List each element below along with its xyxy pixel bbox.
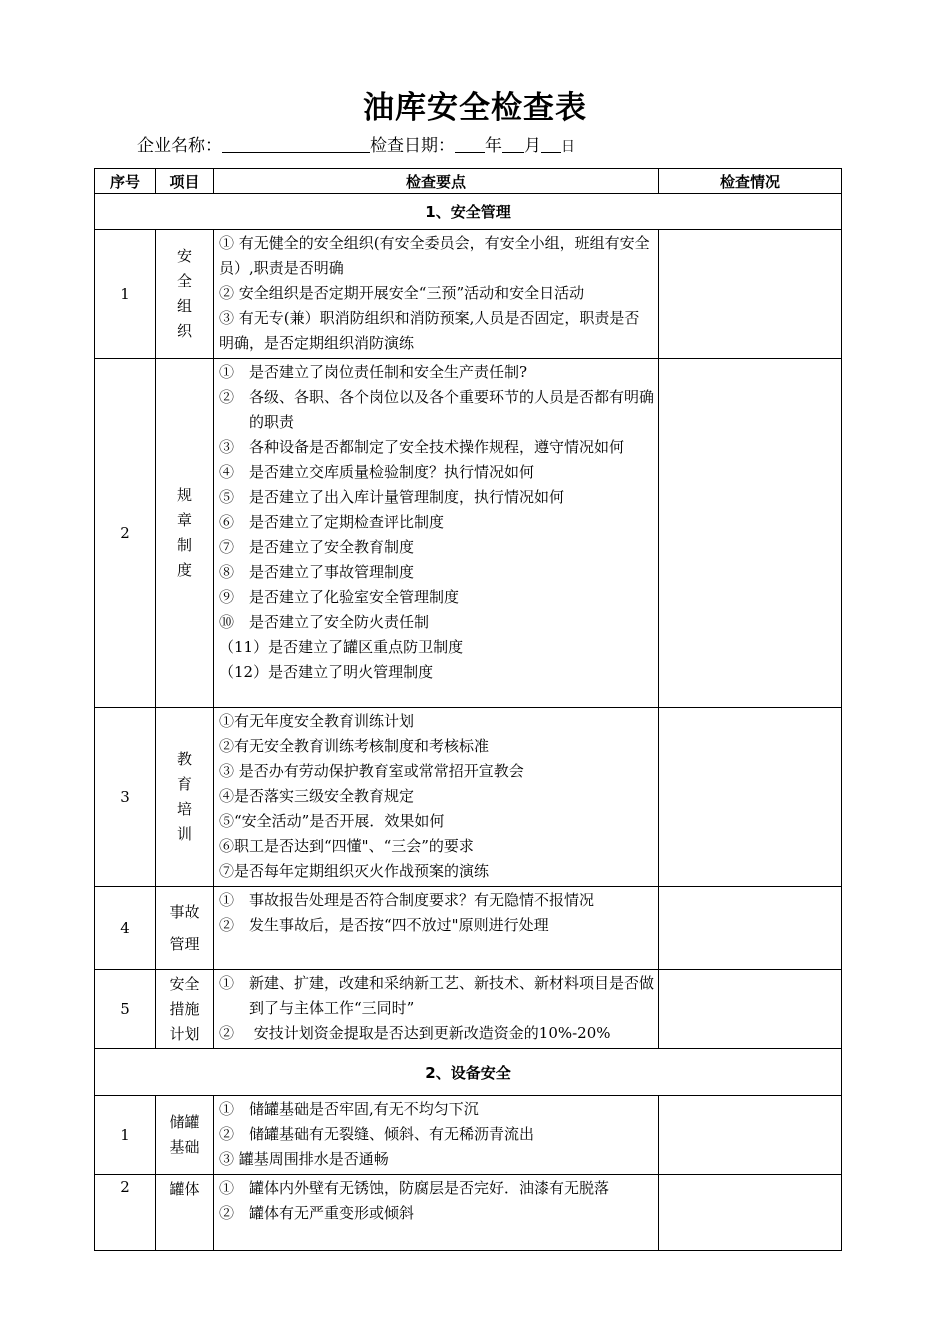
company-name-field[interactable]: [222, 136, 370, 153]
check-point: ① 事故报告处理是否符合制度要求？有无隐情不报情况: [219, 891, 595, 909]
check-point: ① 新建、扩建，改建和采纳新工艺、新技术、新材料项目是否做到了与主体工作“三同时”: [219, 974, 655, 1017]
table-row: [95, 230, 842, 359]
row-points: [214, 359, 659, 708]
table-row: [95, 708, 842, 887]
check-point: ③ 罐基周围排水是否通畅: [219, 1150, 389, 1168]
row-status-cell[interactable]: [659, 970, 842, 1049]
item-line: 安全: [169, 974, 200, 993]
item-line: 全: [176, 272, 192, 290]
item-line: 章: [176, 511, 192, 529]
check-point: ⑦是否每年定期组织灭火作战预案的演练: [219, 862, 490, 880]
check-point: ⑥ 是否建立了定期检查评比制度: [219, 513, 445, 531]
item-line: 事故: [169, 903, 200, 921]
table-row: [95, 1096, 842, 1175]
check-point: ⑧ 是否建立了事故管理制度: [219, 563, 415, 581]
table-row: [95, 1175, 842, 1251]
row-item: [156, 1096, 214, 1175]
check-point: ③ 各种设备是否都制定了安全技术操作规程，遵守情况如何: [219, 438, 625, 456]
item-line: 育: [176, 775, 192, 793]
check-point: ⑦ 是否建立了安全教育制度: [219, 538, 415, 556]
row-status-cell[interactable]: [659, 708, 842, 887]
row-item: [156, 1175, 214, 1251]
item-line: 计划: [169, 1024, 200, 1043]
row-item: [156, 230, 214, 359]
check-point: ① 罐体内外壁有无锈蚀，防腐层是否完好．油漆有无脱落: [219, 1179, 610, 1197]
item-line: 织: [176, 322, 192, 340]
item-line: 训: [176, 825, 192, 843]
month-field[interactable]: [502, 136, 524, 153]
row-item: [156, 359, 214, 708]
company-label: 企业名称：: [137, 136, 222, 156]
header-fields: [137, 131, 575, 156]
item-line: 措施: [169, 999, 200, 1018]
row-item: [156, 970, 214, 1049]
check-point: ①有无年度安全教育训练计划: [219, 712, 415, 730]
check-point: ② 罐体有无严重变形或倾斜: [219, 1204, 415, 1222]
check-point: （12）是否建立了明火管理制度: [219, 663, 434, 681]
month-label: 月: [524, 136, 541, 156]
item-line: 管理: [169, 935, 200, 953]
row-item: [156, 708, 214, 887]
table-row: [95, 887, 842, 970]
item-line: 储罐: [169, 1113, 200, 1131]
row-points: [214, 887, 659, 970]
row-status-cell[interactable]: [659, 1175, 842, 1251]
section-row: [95, 1049, 842, 1096]
check-point: （11）是否建立了罐区重点防卫制度: [219, 638, 464, 656]
table-row: [95, 359, 842, 708]
row-points: [214, 1096, 659, 1175]
check-point: ⑩ 是否建立了安全防火责任制: [219, 613, 430, 631]
year-field[interactable]: [455, 136, 485, 153]
section-row: [95, 194, 842, 230]
row-points: [214, 1175, 659, 1251]
check-point: ② 各级、各职、各个岗位以及各个重要环节的人员是否都有明确的职责: [219, 388, 655, 431]
day-label: 日: [561, 139, 575, 155]
check-point: ② 安技计划资金提取是否达到更新改造资金的10%-20%: [219, 1024, 611, 1042]
row-status-cell[interactable]: [659, 1096, 842, 1175]
row-number: 1: [95, 230, 156, 359]
col-header-points: 检查要点: [214, 169, 659, 194]
col-header-status: 检查情况: [659, 169, 842, 194]
row-status-cell[interactable]: [659, 887, 842, 970]
row-item: [156, 887, 214, 970]
row-points: [214, 708, 659, 887]
check-point: ⑨ 是否建立了化验室安全管理制度: [219, 588, 460, 606]
check-point: ⑤“安全活动”是否开展．效果如何: [219, 812, 445, 830]
row-number: 2: [95, 359, 156, 708]
check-point: ① 是否建立了岗位责任制和安全生产责任制?: [219, 363, 528, 381]
inspection-table: [94, 168, 842, 1251]
item-line: 基础: [169, 1138, 200, 1156]
row-points: [214, 230, 659, 359]
row-number: 4: [95, 887, 156, 970]
item-line: 培: [176, 800, 192, 818]
col-header-no: 序号: [95, 169, 156, 194]
row-number: 3: [95, 708, 156, 887]
check-point: ② 储罐基础有无裂缝、倾斜、有无稀沥青流出: [219, 1125, 535, 1143]
check-point: ① 有无健全的安全组织(有安全委员会，有安全小组，班组有安全员）,职责是否明确: [219, 234, 650, 277]
check-point: ②有无安全教育训练考核制度和考核标准: [219, 737, 490, 755]
check-point: ⑤ 是否建立了出入库计量管理制度，执行情况如何: [219, 488, 565, 506]
row-status-cell[interactable]: [659, 359, 842, 708]
row-points: [214, 970, 659, 1049]
item-line: 教: [176, 750, 192, 768]
col-header-item: 项目: [156, 169, 214, 194]
item-line: 罐体: [169, 1180, 200, 1198]
section-title: 1、安全管理: [95, 194, 842, 230]
row-number: 5: [95, 970, 156, 1049]
day-field[interactable]: [541, 136, 561, 153]
item-line: 组: [176, 297, 192, 315]
row-number: 2: [95, 1175, 156, 1251]
item-line: 规: [176, 486, 192, 504]
table-header-row: [95, 169, 842, 194]
check-point: ⑥职工是否达到“四懂"、“三会”的要求: [219, 837, 474, 855]
check-point: ① 储罐基础是否牢固,有无不均匀下沉: [219, 1100, 479, 1118]
section-title: 2、设备安全: [95, 1049, 842, 1096]
row-status-cell[interactable]: [659, 230, 842, 359]
row-number: 1: [95, 1096, 156, 1175]
check-point: ② 安全组织是否定期开展安全“三预”活动和安全日活动: [219, 284, 585, 302]
item-line: 制: [176, 536, 192, 554]
year-label: 年: [485, 136, 502, 156]
item-line: 安: [176, 247, 192, 265]
check-point: ③ 有无专(兼）职消防组织和消防预案,人员是否固定，职责是否明确，是否定期组织消防演练: [219, 309, 640, 352]
item-line: 度: [176, 561, 192, 579]
table-row: [95, 970, 842, 1049]
check-point: ④是否落实三级安全教育规定: [219, 787, 415, 805]
page-title: 油库安全检查表: [363, 90, 587, 126]
check-point: ④ 是否建立交库质量检验制度？执行情况如何: [219, 463, 535, 481]
check-point: ② 发生事故后，是否按“四不放过"原则进行处理: [219, 916, 549, 934]
check-point: ③ 是否办有劳动保护教育室或常常招开宣教会: [219, 762, 524, 780]
date-label: 检查日期：: [370, 136, 455, 156]
